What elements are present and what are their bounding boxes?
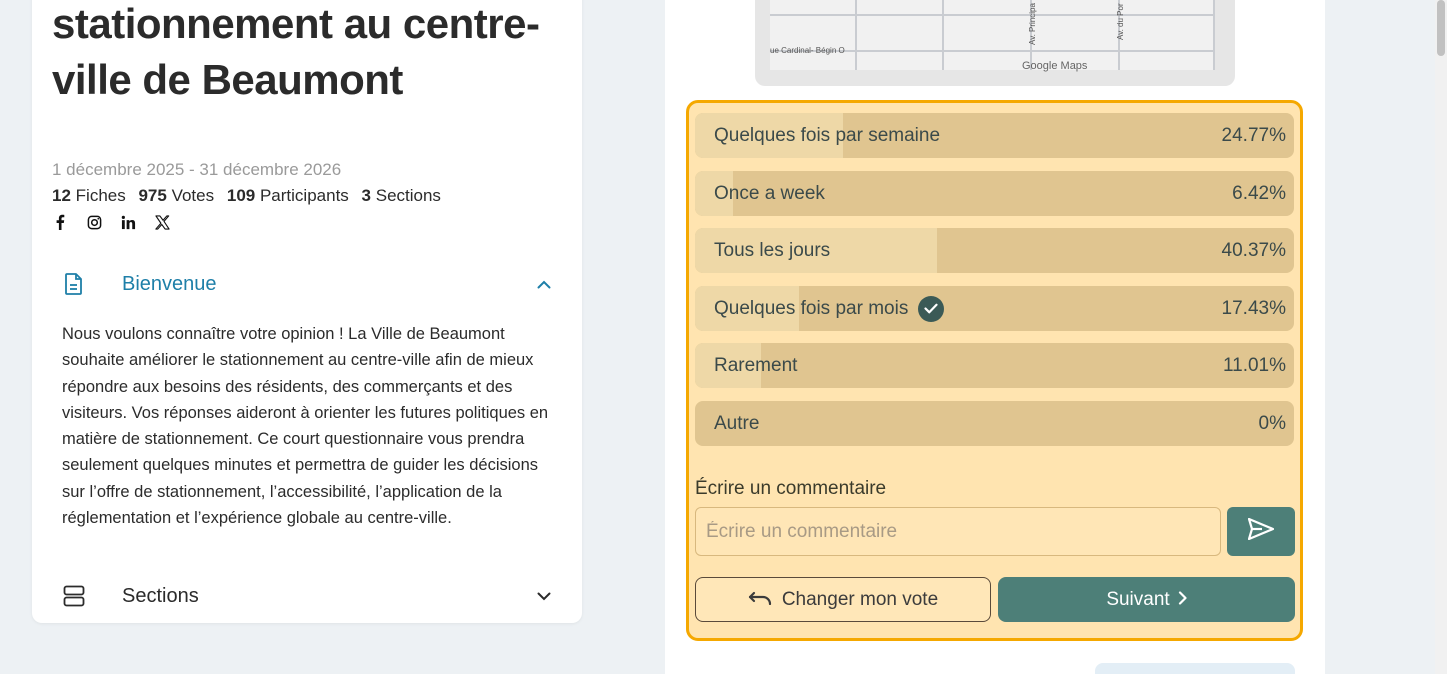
poll-option-label: Autre [714,413,760,434]
sections-icon [62,584,86,608]
map-embed[interactable] [755,0,1235,86]
stat-votes: 975 Votes [138,186,215,205]
document-icon [62,272,86,296]
page-scrollbar[interactable] [1435,0,1447,674]
instagram-icon[interactable] [86,214,102,230]
comment-input[interactable] [695,507,1221,556]
next-label: Suivant [1106,588,1170,610]
change-vote-label: Changer mon vote [781,588,939,610]
accordion-sections[interactable] [62,576,552,616]
poll-option[interactable] [695,171,1294,216]
poll-option-percent: 40.37% [1221,240,1286,261]
poll-option[interactable] [695,401,1294,446]
poll-option-label-wrap [714,286,944,331]
send-icon [1248,518,1274,545]
poll-option[interactable] [695,113,1294,158]
project-card [32,0,582,623]
comment-label: Écrire un commentaire [695,478,887,499]
project-stats [52,186,449,206]
scrollbar-thumb[interactable] [1437,0,1445,56]
x-icon[interactable] [154,214,170,230]
poll-option-percent: 6.42% [1232,183,1286,204]
map-attribution: Google Maps [1022,60,1088,72]
poll-option-label: Tous les jours [714,240,831,261]
stat-participants: 109 Participants [226,186,349,205]
map-street-label: Av. du Por [1116,3,1125,40]
change-vote-button[interactable] [695,577,991,622]
welcome-text: Nous voulons connaître votre opinion ! La Ville de Beaumont souhaite améliorer le stationnement au centre-ville afin de mieux répondre aux besoins des résidents, des commerçants et des visiteurs. Vos réponses aideront à orienter les futures politiques en matière de stationnement. Ce court questionnaire vous prendra seulement quelques minutes et permettra de guider les décisions sur l’offre de stationnement, l’accessibilité, l’application de la réglementation et l’expérience globale au centre-ville. [62,325,549,528]
map-street-label: Av. Principa [1028,3,1037,45]
poll-option-selected[interactable] [695,286,1294,331]
chevron-down-icon[interactable] [536,588,552,604]
project-dates: 1 décembre 2025 - 31 décembre 2026 [52,160,342,179]
accordion-sections-label: Sections [122,584,199,607]
map-street-label: ue Cardinal- Bégin O [770,46,845,55]
page-title: stationnement au centre-ville de Beaumont [52,0,540,103]
chevron-right-icon [1178,589,1187,611]
map-canvas[interactable] [770,0,1215,70]
next-button[interactable] [998,577,1295,622]
poll-option-percent: 0% [1258,413,1286,434]
poll-option-label: Rarement [714,355,798,376]
chevron-up-icon[interactable] [536,276,552,292]
stat-fiches: 12 Fiches [52,186,126,205]
facebook-icon[interactable] [52,214,68,230]
send-comment-button[interactable] [1227,507,1295,556]
stat-sections: 3 Sections [361,186,441,205]
accordion-welcome[interactable] [62,264,552,304]
poll-option[interactable] [695,343,1294,388]
undo-icon [748,589,774,611]
poll-option-percent: 24.77% [1221,125,1286,146]
check-icon [918,296,944,322]
poll-option-label: Once a week [714,183,825,204]
poll-option-label: Quelques fois par semaine [714,125,941,146]
linkedin-icon[interactable] [120,214,136,230]
next-card-preview [1095,663,1295,674]
poll-option[interactable] [695,228,1294,273]
poll-option-percent: 11.01% [1222,355,1286,376]
poll-option-percent: 17.43% [1221,298,1286,319]
poll-option-label: Quelques fois par mois [714,298,909,319]
accordion-welcome-label: Bienvenue [122,272,217,295]
poll-panel [686,100,1303,641]
social-links [52,214,170,230]
